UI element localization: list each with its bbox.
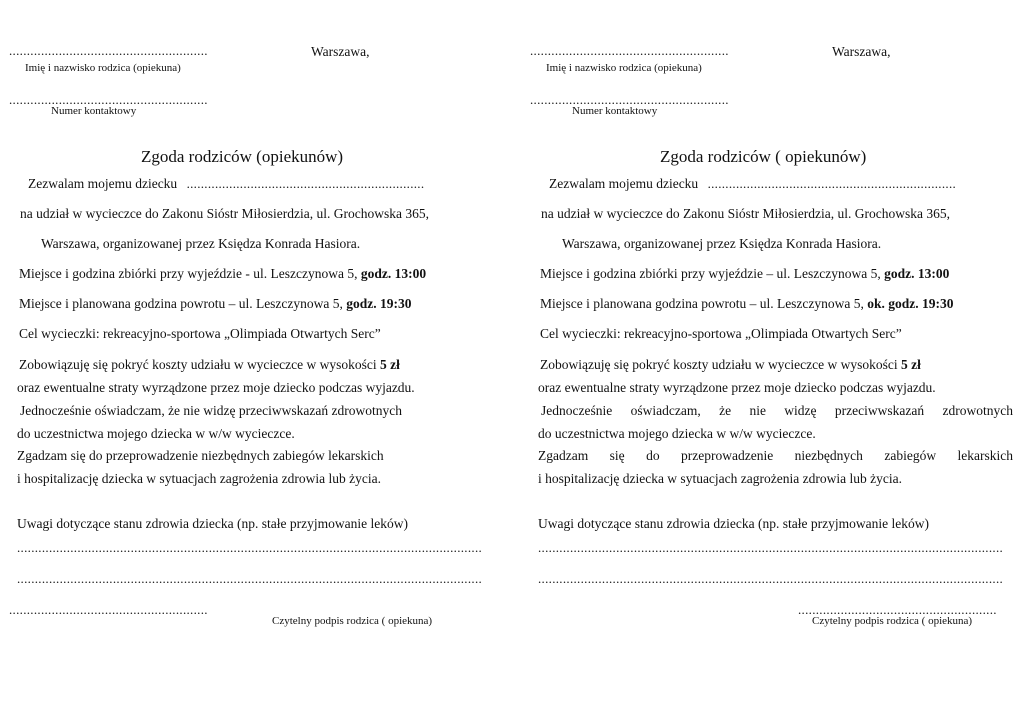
health-remarks-label: Uwagi dotyczące stanu zdrowia dziecka (np. stałe przyjmowanie leków): [17, 516, 408, 531]
signature-label: Czytelny podpis rodzica ( opiekuna): [272, 615, 433, 627]
health-line-2: do uczestnictwa mojego dziecka w w/w wycieczce.: [17, 426, 295, 441]
meeting-time-dot: . 13:00: [911, 266, 950, 281]
return-place: Miejsce i planowana godzina powrotu – ul. Leszczynowa 5,: [19, 296, 347, 311]
trip-purpose: Cel wycieczki: rekreacyjno-sportowa „Olimpiada Otwartych Serc”: [19, 326, 381, 341]
return-line: [19, 296, 412, 312]
trip-line-1: na udział w wycieczce do Zakonu Sióstr Miłosierdzia, ul. Grochowska 365,: [541, 206, 951, 221]
phone-number-label: Numer kontaktowy: [51, 105, 137, 117]
trip-line-2: Warszawa, organizowanej przez Księdza Konrada Hasiora.: [41, 236, 361, 251]
child-name-field: ...................................................................: [186, 176, 425, 191]
health-remarks-field-2: ...................................................................................................................................: [538, 572, 1004, 586]
signature-field: ........................................................: [9, 602, 208, 617]
return-place: Miejsce i planowana godzina powrotu – ul. Leszczynowa 5,: [540, 296, 864, 311]
signature-label: Czytelny podpis rodzica ( opiekuna): [812, 615, 973, 627]
damages-line: oraz ewentualne straty wyrządzone przez moje dziecko podczas wyjazdu.: [538, 380, 936, 395]
cost-amount: 5 zł: [901, 357, 921, 372]
phone-number-field: ........................................................: [530, 92, 729, 107]
phone-number-field: ........................................................: [9, 92, 208, 107]
health-line-1: Jednocześnie oświadczam, że nie widzę przeciwwskazań zdrowotnych: [20, 403, 402, 418]
parent-name-field: ........................................................: [530, 43, 729, 58]
city-label: Warszawa,: [832, 44, 891, 59]
cost-text: Zobowiązuję się pokryć koszty udziału w wycieczce w wysokości: [19, 357, 377, 372]
consent-intro-line: [28, 176, 424, 192]
medical-line-2: i hospitalizację dziecka w sytuacjach zagrożenia zdrowia lub życia.: [538, 471, 902, 486]
meeting-time: godz. 13:00: [360, 266, 427, 281]
meeting-line: [540, 266, 949, 282]
health-remarks-field-1: ...................................................................................................................................: [17, 541, 483, 555]
medical-line-2: i hospitalizację dziecka w sytuacjach zagrożenia zdrowia lub życia.: [17, 471, 381, 486]
city-label: Warszawa,: [311, 44, 370, 59]
meeting-place: Miejsce i godzina zbiórki przy wyjeździe – ul. Leszczynowa 5,: [540, 266, 881, 281]
trip-line-1: na udział w wycieczce do Zakonu Sióstr Miłosierdzia, ul. Grochowska 365,: [20, 206, 430, 221]
meeting-time-word: godz: [884, 266, 912, 281]
health-remarks-field-1: ...................................................................................................................................: [538, 541, 1004, 555]
consent-intro: Zezwalam mojemu dziecku: [28, 176, 178, 191]
signature-field: ........................................................: [798, 602, 997, 617]
consent-form-left: [0, 0, 505, 725]
medical-line-1: Zgadzam się do przeprowadzenie niezbędnych zabiegów lekarskich: [17, 448, 384, 463]
consent-form-right: [522, 0, 1024, 725]
consent-intro: Zezwalam mojemu dziecku: [549, 176, 699, 191]
health-line-2: do uczestnictwa mojego dziecka w w/w wycieczce.: [538, 426, 816, 441]
return-time: ok. godz. 19:30: [867, 296, 954, 311]
form-title: Zgoda rodziców ( opiekunów): [660, 147, 867, 166]
child-name-field: ......................................................................: [707, 176, 957, 191]
cost-line: [19, 357, 400, 373]
parent-name-label: Imię i nazwisko rodzica (opiekuna): [546, 62, 702, 74]
cost-amount: 5 zł: [380, 357, 400, 372]
meeting-line: [19, 266, 426, 282]
cost-line: [540, 357, 921, 373]
parent-name-label: Imię i nazwisko rodzica (opiekuna): [25, 62, 181, 74]
trip-line-2: Warszawa, organizowanej przez Księdza Konrada Hasiora.: [562, 236, 882, 251]
trip-purpose: Cel wycieczki: rekreacyjno-sportowa „Olimpiada Otwartych Serc”: [540, 326, 902, 341]
return-line: [540, 296, 954, 312]
return-time: godz. 19:30: [346, 296, 412, 311]
phone-number-label: Numer kontaktowy: [572, 105, 658, 117]
consent-intro-line: [549, 176, 956, 192]
health-remarks-field-2: ...................................................................................................................................: [17, 572, 483, 586]
meeting-place: Miejsce i godzina zbiórki przy wyjeździe - ul. Leszczynowa 5,: [19, 266, 358, 281]
medical-line-1: Zgadzam się do przeprowadzenie niezbędnych zabiegów lekarskich: [538, 448, 1013, 463]
cost-text: Zobowiązuję się pokryć koszty udziału w wycieczce w wysokości: [540, 357, 898, 372]
health-remarks-label: Uwagi dotyczące stanu zdrowia dziecka (np. stałe przyjmowanie leków): [538, 516, 929, 531]
damages-line: oraz ewentualne straty wyrządzone przez moje dziecko podczas wyjazdu.: [17, 380, 415, 395]
health-line-1: Jednocześnie oświadczam, że nie widzę przeciwwskazań zdrowotnych: [541, 403, 1013, 418]
form-title: Zgoda rodziców (opiekunów): [141, 147, 344, 166]
parent-name-field: ........................................................: [9, 43, 208, 58]
